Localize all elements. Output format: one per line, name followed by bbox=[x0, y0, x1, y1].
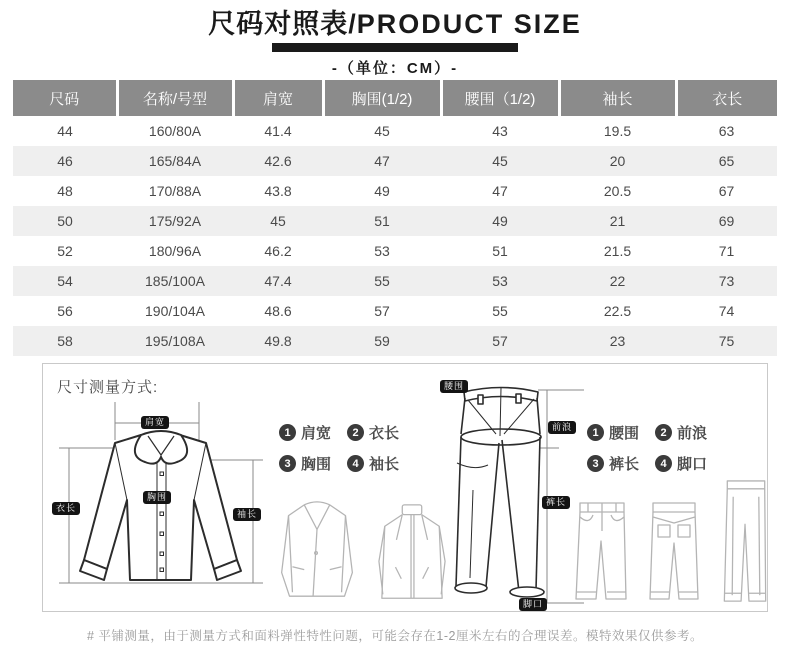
cell-chest: 45 bbox=[374, 123, 390, 139]
measure-section-label: 尺寸测量方式: bbox=[57, 379, 159, 396]
cell-shoulder: 42.6 bbox=[264, 153, 292, 169]
table-row bbox=[13, 176, 777, 206]
col-header-waist: 腰围（1/2) bbox=[441, 80, 559, 116]
legend-label: 腰围 bbox=[609, 425, 640, 442]
cell-shoulder: 41.4 bbox=[264, 123, 292, 139]
cell-name: 170/88A bbox=[148, 183, 202, 199]
legend-item-chest bbox=[279, 453, 331, 474]
cell-sleeve: 20 bbox=[609, 153, 626, 169]
legend-label: 前浪 bbox=[677, 425, 708, 442]
cell-shoulder: 47.4 bbox=[264, 273, 292, 289]
table-row bbox=[13, 326, 777, 356]
legend-item-pants-length bbox=[587, 453, 639, 474]
legend-number-icon: 2 bbox=[655, 424, 672, 441]
legend-item-length bbox=[347, 422, 399, 443]
cell-waist: 45 bbox=[492, 153, 508, 169]
table-row bbox=[13, 236, 777, 266]
size-table-header-row bbox=[13, 80, 777, 116]
cell-sleeve: 22.5 bbox=[603, 303, 632, 319]
cell-size: 52 bbox=[57, 243, 73, 259]
legend-item-shoulder bbox=[279, 422, 331, 443]
cell-sleeve: 21 bbox=[609, 213, 626, 229]
cell-sleeve: 20.5 bbox=[603, 183, 632, 199]
cell-sleeve: 23 bbox=[609, 333, 626, 349]
cell-chest: 49 bbox=[374, 183, 390, 199]
cell-size: 46 bbox=[57, 153, 73, 169]
cell-length: 65 bbox=[718, 153, 735, 169]
cell-length: 75 bbox=[718, 333, 735, 349]
page-title bbox=[0, 10, 790, 40]
col-header-size: 尺码 bbox=[13, 80, 117, 116]
cell-chest: 51 bbox=[374, 213, 390, 229]
cell-length: 71 bbox=[718, 243, 735, 259]
footer-note: # 平铺测量，由于测量方式和面料弹性特性问题，可能会存在1-2厘米左右的合理误差。模特效果仅供参考。 bbox=[87, 629, 703, 643]
cell-name: 195/108A bbox=[145, 333, 205, 349]
legend-label: 衣长 bbox=[369, 425, 400, 442]
legend-number-icon: 1 bbox=[279, 424, 296, 441]
cell-sleeve: 21.5 bbox=[603, 243, 632, 259]
pants-garment-icons bbox=[571, 477, 777, 607]
title-english: PRODUCT SIZE bbox=[356, 9, 582, 39]
legend-item-waist bbox=[587, 422, 639, 443]
cell-shoulder: 49.8 bbox=[264, 333, 292, 349]
shirt-measure-diagram bbox=[51, 396, 273, 608]
col-header-length: 衣长 bbox=[676, 80, 777, 116]
pants-length-badge: 裤长 bbox=[542, 496, 570, 509]
blazer-icon bbox=[273, 496, 361, 606]
cell-name: 165/84A bbox=[148, 153, 202, 169]
cell-waist: 53 bbox=[492, 273, 508, 289]
cell-waist: 57 bbox=[492, 333, 508, 349]
cell-chest: 47 bbox=[374, 153, 390, 169]
cell-waist: 47 bbox=[492, 183, 508, 199]
cell-size: 58 bbox=[57, 333, 73, 349]
cell-name: 190/104A bbox=[145, 303, 205, 319]
pants-measure-legend bbox=[587, 422, 707, 474]
legend-item-rise bbox=[655, 422, 707, 443]
waist-badge: 腰围 bbox=[440, 380, 468, 393]
pants-outline-drawing bbox=[426, 368, 588, 610]
cell-waist: 49 bbox=[492, 213, 508, 229]
cell-name: 175/92A bbox=[148, 213, 202, 229]
cell-length: 69 bbox=[718, 213, 735, 229]
legend-number-icon: 2 bbox=[347, 424, 364, 441]
legend-item-sleeve bbox=[347, 453, 399, 474]
legend-label: 脚口 bbox=[677, 456, 708, 473]
legend-label: 裤长 bbox=[609, 456, 640, 473]
cell-chest: 57 bbox=[374, 303, 390, 319]
legend-number-icon: 4 bbox=[347, 455, 364, 472]
chest-badge: 胸围 bbox=[143, 491, 171, 504]
legend-number-icon: 4 bbox=[655, 455, 672, 472]
title-underline-bar bbox=[272, 43, 518, 52]
table-row bbox=[13, 266, 777, 296]
table-row bbox=[13, 116, 777, 146]
size-table bbox=[13, 80, 777, 356]
cell-waist: 43 bbox=[492, 123, 508, 139]
col-header-sleeve: 袖长 bbox=[559, 80, 676, 116]
cell-name: 185/100A bbox=[145, 273, 205, 289]
cell-length: 67 bbox=[718, 183, 735, 199]
cell-name: 180/96A bbox=[148, 243, 202, 259]
cell-length: 74 bbox=[718, 303, 735, 319]
cell-shoulder: 46.2 bbox=[264, 243, 292, 259]
cell-size: 54 bbox=[57, 273, 73, 289]
cell-chest: 55 bbox=[374, 273, 390, 289]
cell-waist: 55 bbox=[492, 303, 508, 319]
legend-number-icon: 3 bbox=[587, 455, 604, 472]
col-header-name-type: 名称/号型 bbox=[117, 80, 233, 116]
cell-name: 160/80A bbox=[148, 123, 202, 139]
cell-sleeve: 19.5 bbox=[603, 123, 632, 139]
cell-chest: 59 bbox=[374, 333, 390, 349]
legend-item-leg-opening bbox=[655, 453, 707, 474]
leg-opening-badge: 脚口 bbox=[519, 598, 547, 611]
table-row bbox=[13, 146, 777, 176]
title-block bbox=[0, 10, 790, 78]
cell-shoulder: 48.6 bbox=[264, 303, 292, 319]
legend-number-icon: 1 bbox=[587, 424, 604, 441]
measurement-guide-box bbox=[42, 363, 768, 612]
cell-size: 50 bbox=[57, 213, 73, 229]
shoulder-width-badge: 肩宽 bbox=[141, 416, 169, 429]
front-rise-badge: 前浪 bbox=[548, 421, 576, 434]
trousers-icon bbox=[715, 477, 777, 607]
cell-size: 44 bbox=[57, 123, 73, 139]
cell-size: 56 bbox=[57, 303, 73, 319]
title-chinese: 尺码对照表/ bbox=[208, 9, 357, 39]
legend-label: 肩宽 bbox=[301, 425, 332, 442]
cell-size: 48 bbox=[57, 183, 73, 199]
sleeve-length-badge: 袖长 bbox=[233, 508, 261, 521]
table-row bbox=[13, 206, 777, 236]
pants-measure-diagram bbox=[426, 368, 588, 610]
cell-length: 63 bbox=[718, 123, 735, 139]
col-header-chest: 胸围(1/2) bbox=[323, 80, 441, 116]
legend-label: 胸围 bbox=[301, 456, 332, 473]
col-header-shoulder: 肩宽 bbox=[233, 80, 323, 116]
legend-label: 袖长 bbox=[369, 456, 400, 473]
cell-length: 73 bbox=[718, 273, 735, 289]
jeans-front-icon bbox=[571, 497, 633, 607]
garment-length-badge: 衣长 bbox=[52, 502, 80, 515]
cell-chest: 53 bbox=[374, 243, 390, 259]
unit-subtitle: -（单位：CM）- bbox=[331, 59, 459, 77]
jeans-back-icon bbox=[645, 497, 703, 607]
legend-number-icon: 3 bbox=[279, 455, 296, 472]
table-row bbox=[13, 296, 777, 326]
cell-sleeve: 22 bbox=[609, 273, 626, 289]
cell-waist: 51 bbox=[492, 243, 508, 259]
cell-shoulder: 43.8 bbox=[264, 183, 292, 199]
top-measure-legend bbox=[279, 422, 399, 474]
cell-shoulder: 45 bbox=[270, 213, 286, 229]
